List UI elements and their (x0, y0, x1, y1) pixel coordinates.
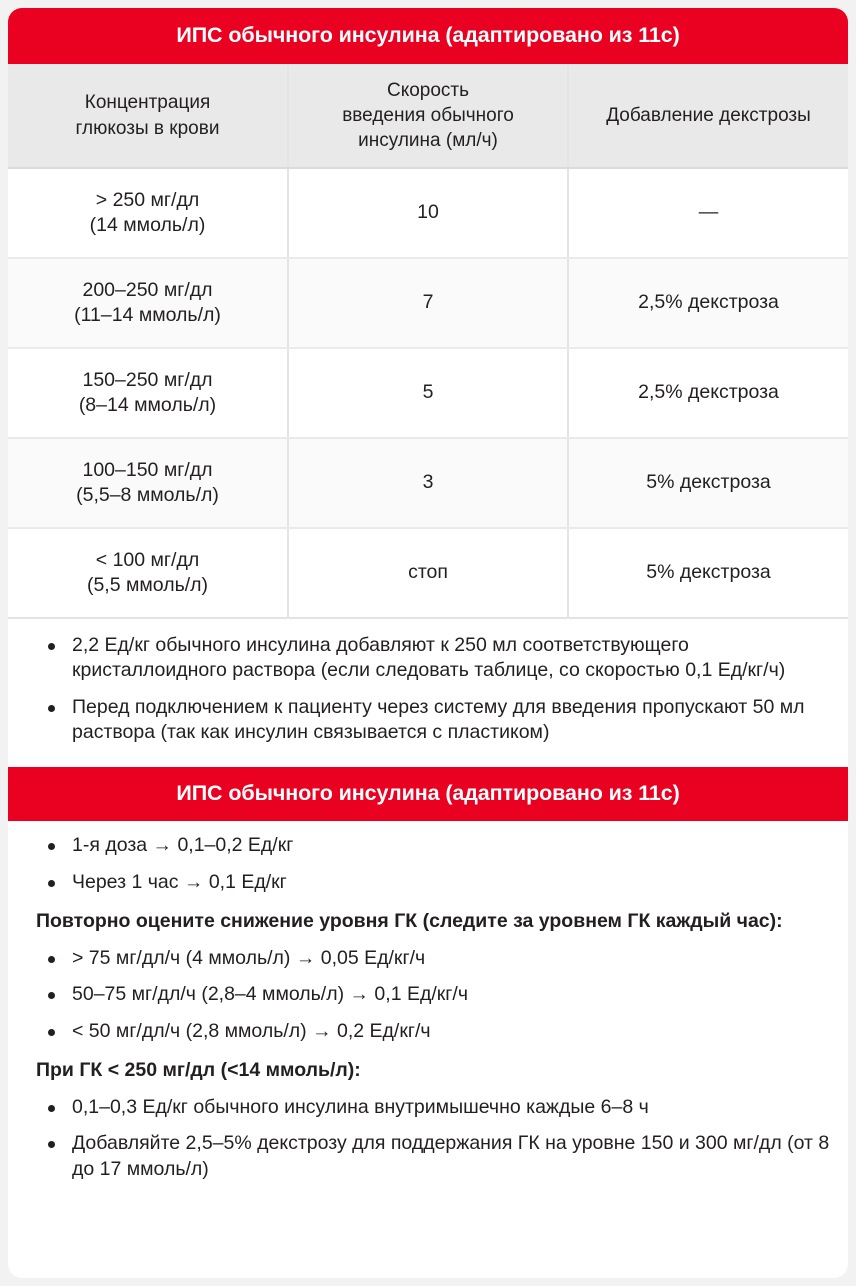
cell-glucose (8, 348, 288, 438)
cell-glucose-line1: < 100 мг/дл (95, 548, 200, 571)
cell-glucose-line1: 100–150 мг/дл (82, 458, 213, 481)
cell-glucose-line2: (14 ммоль/л) (89, 214, 206, 236)
column-header-dextrose (568, 64, 848, 168)
section1-title-banner (8, 8, 848, 64)
section1-notes-list (8, 619, 848, 755)
cell-dextrose: 5% декстроза (568, 438, 848, 528)
list-item-text: 2,2 Ед/кг обычного инсулина добавляют к 250 мл соответствующего кристаллоидного раствора (если следовать таблице, со скоростью 0,1 Ед/кг/ч) (72, 634, 786, 682)
cell-glucose-line2: (11–14 ммоль/л) (74, 304, 221, 326)
insulin-infusion-table (8, 64, 848, 619)
list-item (46, 1095, 830, 1120)
section2-dose-list (8, 821, 848, 901)
cell-glucose-line1: > 250 мг/дл (95, 188, 200, 211)
cell-dextrose: — (568, 168, 848, 258)
list-item (46, 633, 830, 684)
list-item-text: Перед подключением к пациенту через систему для введения пропускают 50 мл раствора (так как инсулин связывается с пластиком) (72, 695, 805, 744)
section2-final-list (8, 1083, 848, 1188)
table-body (8, 168, 848, 618)
table-row (8, 438, 848, 528)
cell-glucose-line2: (5,5 ммоль/л) (86, 574, 209, 596)
column-header-glucose-line2: глюкозы в крови (75, 117, 220, 139)
bullet-icon (48, 992, 55, 999)
section2-subheading-threshold: При ГК < 250 мг/дл (<14 ммоль/л): (36, 1059, 361, 1082)
table-head (8, 64, 848, 168)
list-item (46, 833, 830, 858)
list-item-text: 50–75 мг/дл/ч (2,8–4 ммоль/л) → 0,1 Ед/кг/ч (72, 983, 468, 1006)
list-item-text: 1-я доза → 0,1–0,2 Ед/кг (72, 834, 294, 857)
table-row (8, 348, 848, 438)
content-card (8, 8, 848, 1278)
cell-glucose-line2: (5,5–8 ммоль/л) (76, 484, 219, 506)
column-header-dextrose-line1: Добавление декстрозы (606, 104, 811, 126)
list-item (46, 982, 830, 1007)
column-header-glucose-line1: Концентрация (84, 92, 211, 114)
cell-rate: 7 (288, 258, 568, 348)
cell-rate: 5 (288, 348, 568, 438)
cell-dextrose: 2,5% декстроза (568, 348, 848, 438)
cell-glucose (8, 258, 288, 348)
list-item-text: > 75 мг/дл/ч (4 ммоль/л) → 0,05 Ед/кг/ч (72, 947, 426, 970)
list-item-text: < 50 мг/дл/ч (2,8 ммоль/л) → 0,2 Ед/кг/ч (72, 1019, 431, 1042)
cell-glucose (8, 168, 288, 258)
table-row (8, 258, 848, 348)
cell-glucose (8, 438, 288, 528)
bullet-icon (48, 1105, 55, 1112)
column-header-glucose (8, 64, 288, 168)
list-item (46, 1019, 830, 1044)
cell-glucose-line1: 150–250 мг/дл (82, 368, 213, 391)
cell-rate: 10 (288, 168, 568, 258)
list-item-text: Добавляйте 2,5–5% декстрозу для поддержания ГК на уровне 150 и 300 мг/дл (от 8 до 17 ммоль/л) (72, 1132, 830, 1180)
cell-dextrose: 5% декстроза (568, 528, 848, 618)
list-item-text: Через 1 час → 0,1 Ед/кг (72, 870, 287, 893)
table-header-row (8, 64, 848, 168)
section2-title-text: ИПС обычного инсулина (адаптировано из 11c) (176, 781, 680, 806)
list-item (46, 695, 830, 746)
bullet-icon (48, 643, 55, 650)
cell-dextrose: 2,5% декстроза (568, 258, 848, 348)
section2-subheading-monitoring: Повторно оцените снижение уровня ГК (следите за уровнем ГК каждый час): (36, 910, 783, 933)
bullet-icon (48, 880, 55, 887)
bullet-icon (48, 956, 55, 963)
bullet-icon (48, 1029, 55, 1036)
bullet-icon (48, 1141, 55, 1148)
section2-rate-list (8, 934, 848, 1050)
list-item (46, 870, 830, 895)
cell-rate: 3 (288, 438, 568, 528)
bullet-icon (48, 705, 55, 712)
cell-rate: стоп (288, 528, 568, 618)
cell-glucose (8, 528, 288, 618)
column-header-rate (288, 64, 568, 168)
column-header-rate-line3: инсулина (мл/ч) (358, 130, 498, 152)
cell-glucose-line1: 200–250 мг/дл (82, 278, 213, 301)
section1-title-text: ИПС обычного инсулина (адаптировано из 11c) (176, 23, 680, 48)
bullet-icon (48, 843, 55, 850)
list-item (46, 946, 830, 971)
list-item-text: 0,1–0,3 Ед/кг обычного инсулина внутримышечно каждые 6–8 ч (72, 1096, 649, 1118)
column-header-rate-line1: Скорость (386, 79, 470, 101)
table-row (8, 528, 848, 618)
cell-glucose-line2: (8–14 ммоль/л) (78, 394, 217, 416)
section2-title-banner (8, 767, 848, 821)
table-row (8, 168, 848, 258)
column-header-rate-line2: введения обычного (342, 104, 514, 126)
list-item (46, 1131, 830, 1182)
